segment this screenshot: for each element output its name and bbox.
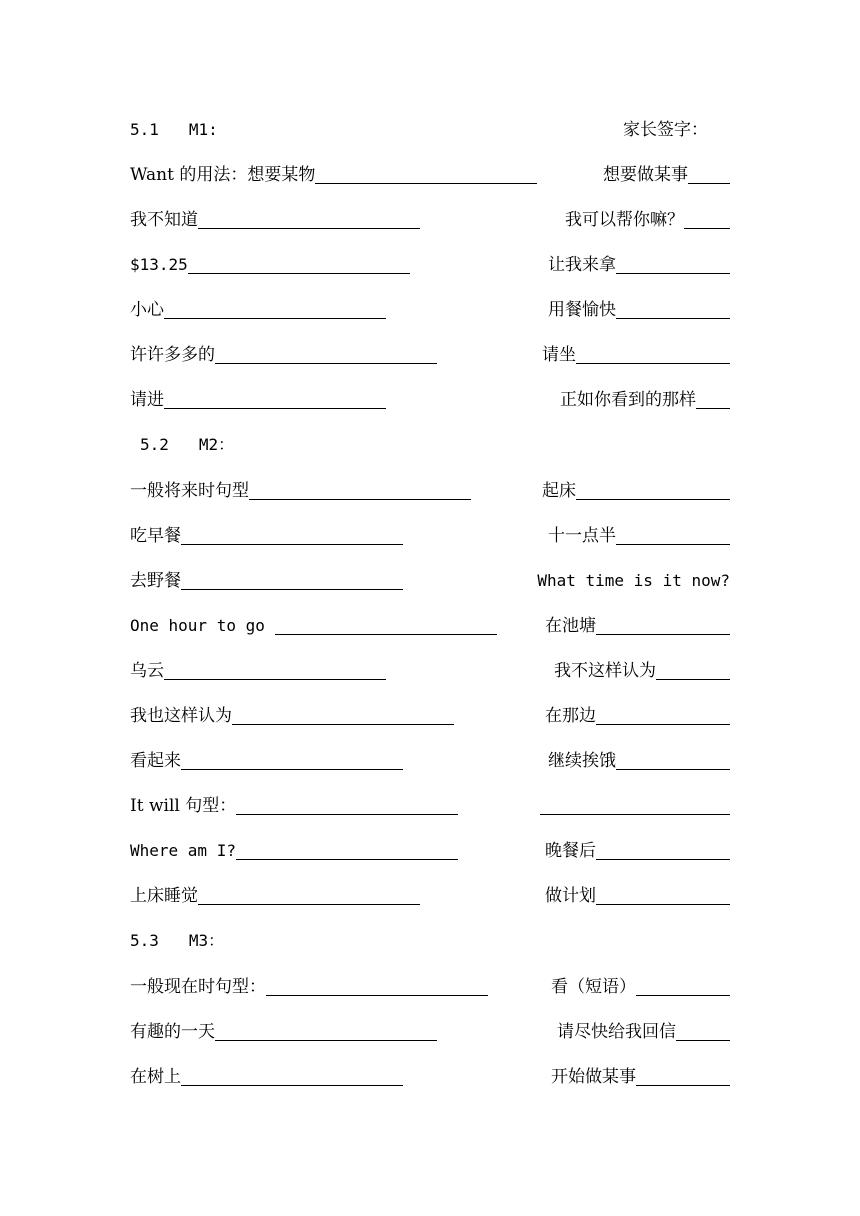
right-item bbox=[545, 841, 730, 861]
item-label: 我不知道 bbox=[130, 210, 198, 230]
exercise-row bbox=[130, 382, 730, 410]
right-item bbox=[551, 977, 730, 997]
answer-blank[interactable] bbox=[215, 1022, 437, 1041]
exercise-row bbox=[130, 518, 730, 546]
left-item bbox=[130, 1022, 437, 1042]
item-label: One hour to go bbox=[130, 616, 265, 635]
answer-blank[interactable] bbox=[576, 345, 730, 364]
item-label: 让我来拿 bbox=[548, 255, 616, 275]
answer-blank[interactable] bbox=[181, 751, 403, 770]
answer-blank[interactable] bbox=[616, 751, 730, 770]
right-item bbox=[545, 706, 730, 726]
right-item bbox=[557, 1022, 730, 1042]
section-header-5-3 bbox=[130, 923, 730, 951]
answer-blank[interactable] bbox=[249, 481, 471, 500]
answer-blank[interactable] bbox=[696, 390, 730, 409]
exercise-row bbox=[130, 247, 730, 275]
exercise-row bbox=[130, 563, 730, 591]
item-label: 上床睡觉 bbox=[130, 886, 198, 906]
section-header-5-2 bbox=[140, 427, 740, 455]
item-label: Where am I? bbox=[130, 841, 236, 860]
section-header-5-1 bbox=[130, 112, 730, 140]
exercise-row bbox=[130, 698, 730, 726]
item-label: 我也这样认为 bbox=[130, 706, 232, 726]
answer-blank[interactable] bbox=[636, 977, 730, 996]
answer-blank[interactable] bbox=[616, 255, 730, 274]
item-label: 起床 bbox=[542, 481, 576, 501]
answer-blank[interactable] bbox=[188, 255, 410, 274]
answer-blank[interactable] bbox=[198, 886, 420, 905]
answer-blank[interactable] bbox=[596, 706, 730, 725]
item-label: 一般将来时句型 bbox=[130, 481, 249, 501]
right-item bbox=[548, 526, 730, 546]
answer-blank[interactable] bbox=[688, 165, 730, 184]
left-item bbox=[130, 345, 437, 365]
item-label: 十一点半 bbox=[548, 526, 616, 546]
item-label: 用餐愉快 bbox=[548, 300, 616, 320]
section-title bbox=[130, 120, 218, 140]
item-label: 继续挨饿 bbox=[548, 751, 616, 771]
module-label: M2： bbox=[198, 435, 235, 454]
answer-blank[interactable] bbox=[596, 886, 730, 905]
answer-blank[interactable] bbox=[540, 796, 730, 815]
item-label: 吃早餐 bbox=[130, 526, 181, 546]
left-item bbox=[130, 526, 403, 546]
answer-blank[interactable] bbox=[181, 526, 403, 545]
item-label: 请尽快给我回信 bbox=[557, 1022, 676, 1042]
answer-blank[interactable] bbox=[676, 1022, 730, 1041]
left-item bbox=[130, 616, 497, 636]
exercise-row bbox=[130, 292, 730, 320]
exercise-row bbox=[130, 1059, 730, 1087]
exercise-row bbox=[130, 743, 730, 771]
right-item bbox=[565, 210, 730, 230]
answer-blank[interactable] bbox=[181, 571, 403, 590]
exercise-row bbox=[130, 337, 730, 365]
answer-blank[interactable] bbox=[266, 977, 488, 996]
left-item bbox=[130, 210, 420, 230]
exercise-row bbox=[130, 833, 730, 861]
right-item bbox=[548, 300, 730, 320]
item-label: Want 的用法：想要某物 bbox=[130, 165, 316, 185]
left-item bbox=[130, 481, 471, 501]
answer-blank[interactable] bbox=[636, 1067, 730, 1086]
right-item bbox=[548, 751, 730, 771]
left-item bbox=[130, 706, 454, 726]
left-item bbox=[130, 977, 488, 997]
answer-blank[interactable] bbox=[616, 300, 730, 319]
answer-blank[interactable] bbox=[656, 661, 730, 680]
item-label: It will 句型： bbox=[130, 796, 237, 816]
item-label: 小心 bbox=[130, 300, 164, 320]
right-item bbox=[603, 165, 730, 185]
answer-blank[interactable] bbox=[164, 300, 386, 319]
left-item bbox=[130, 796, 458, 816]
item-label: 在树上 bbox=[130, 1067, 181, 1087]
left-item bbox=[130, 661, 386, 681]
item-label: 我不这样认为 bbox=[554, 661, 656, 681]
item-label: 一般现在时句型： bbox=[130, 977, 266, 997]
left-item bbox=[130, 571, 403, 591]
answer-blank[interactable] bbox=[576, 481, 730, 500]
right-item bbox=[545, 616, 730, 636]
item-label: 正如你看到的那样 bbox=[560, 390, 696, 410]
exercise-row bbox=[130, 608, 730, 636]
left-item bbox=[130, 165, 537, 185]
left-item bbox=[130, 751, 403, 771]
item-label: What time is it now? bbox=[537, 571, 730, 590]
answer-blank[interactable] bbox=[181, 1067, 403, 1086]
item-label: 看起来 bbox=[130, 751, 181, 771]
exercise-row bbox=[130, 473, 730, 501]
answer-blank[interactable] bbox=[164, 390, 386, 409]
right-item bbox=[554, 661, 730, 681]
left-item bbox=[130, 255, 410, 275]
module-label: M1: bbox=[188, 120, 218, 139]
item-label: 去野餐 bbox=[130, 571, 181, 591]
left-item bbox=[130, 390, 386, 410]
answer-blank[interactable] bbox=[315, 165, 537, 184]
item-label: $13.25 bbox=[130, 255, 188, 274]
exercise-row bbox=[130, 969, 730, 997]
right-item bbox=[560, 390, 730, 410]
right-item bbox=[542, 345, 730, 365]
item-label: 请坐 bbox=[542, 345, 576, 365]
right-item bbox=[537, 571, 730, 591]
right-item bbox=[540, 796, 730, 816]
answer-blank[interactable] bbox=[236, 796, 458, 815]
right-item bbox=[551, 1067, 730, 1087]
right-item bbox=[542, 481, 730, 501]
item-label: 看（短语） bbox=[551, 977, 636, 997]
section-title bbox=[130, 931, 224, 951]
left-item bbox=[130, 300, 386, 320]
item-label: 在池塘 bbox=[545, 616, 596, 636]
parent-signature bbox=[623, 120, 730, 140]
answer-blank[interactable] bbox=[596, 616, 730, 635]
section-number: 5.1 bbox=[130, 120, 159, 139]
right-item bbox=[545, 886, 730, 906]
answer-blank[interactable] bbox=[236, 841, 458, 860]
item-label: 许许多多的 bbox=[130, 345, 215, 365]
exercise-row bbox=[130, 202, 730, 230]
answer-blank[interactable] bbox=[275, 616, 497, 635]
section-number: 5.2 bbox=[140, 435, 169, 454]
exercise-row bbox=[130, 1014, 730, 1042]
left-item bbox=[130, 886, 420, 906]
answer-blank[interactable] bbox=[215, 345, 437, 364]
item-label: 有趣的一天 bbox=[130, 1022, 215, 1042]
signature-label: 家长签字： bbox=[623, 120, 708, 140]
item-label: 在那边 bbox=[545, 706, 596, 726]
item-label: 乌云 bbox=[130, 661, 164, 681]
answer-blank[interactable] bbox=[232, 706, 454, 725]
answer-blank[interactable] bbox=[596, 841, 730, 860]
module-label: M3： bbox=[188, 931, 225, 950]
item-label: 开始做某事 bbox=[551, 1067, 636, 1087]
item-label: 我可以帮你嘛？ bbox=[565, 210, 684, 230]
item-label: 想要做某事 bbox=[603, 165, 688, 185]
item-label: 请进 bbox=[130, 390, 164, 410]
answer-blank[interactable] bbox=[198, 210, 420, 229]
answer-blank[interactable] bbox=[164, 661, 386, 680]
item-label: 做计划 bbox=[545, 886, 596, 906]
exercise-row bbox=[130, 653, 730, 681]
left-item bbox=[130, 1067, 403, 1087]
left-item bbox=[130, 841, 458, 861]
section-number: 5.3 bbox=[130, 931, 159, 950]
answer-blank[interactable] bbox=[616, 526, 730, 545]
answer-blank[interactable] bbox=[684, 210, 730, 229]
section-title bbox=[140, 435, 234, 455]
exercise-row bbox=[130, 157, 730, 185]
exercise-row bbox=[130, 788, 730, 816]
right-item bbox=[548, 255, 730, 275]
item-label: 晚餐后 bbox=[545, 841, 596, 861]
exercise-row bbox=[130, 878, 730, 906]
